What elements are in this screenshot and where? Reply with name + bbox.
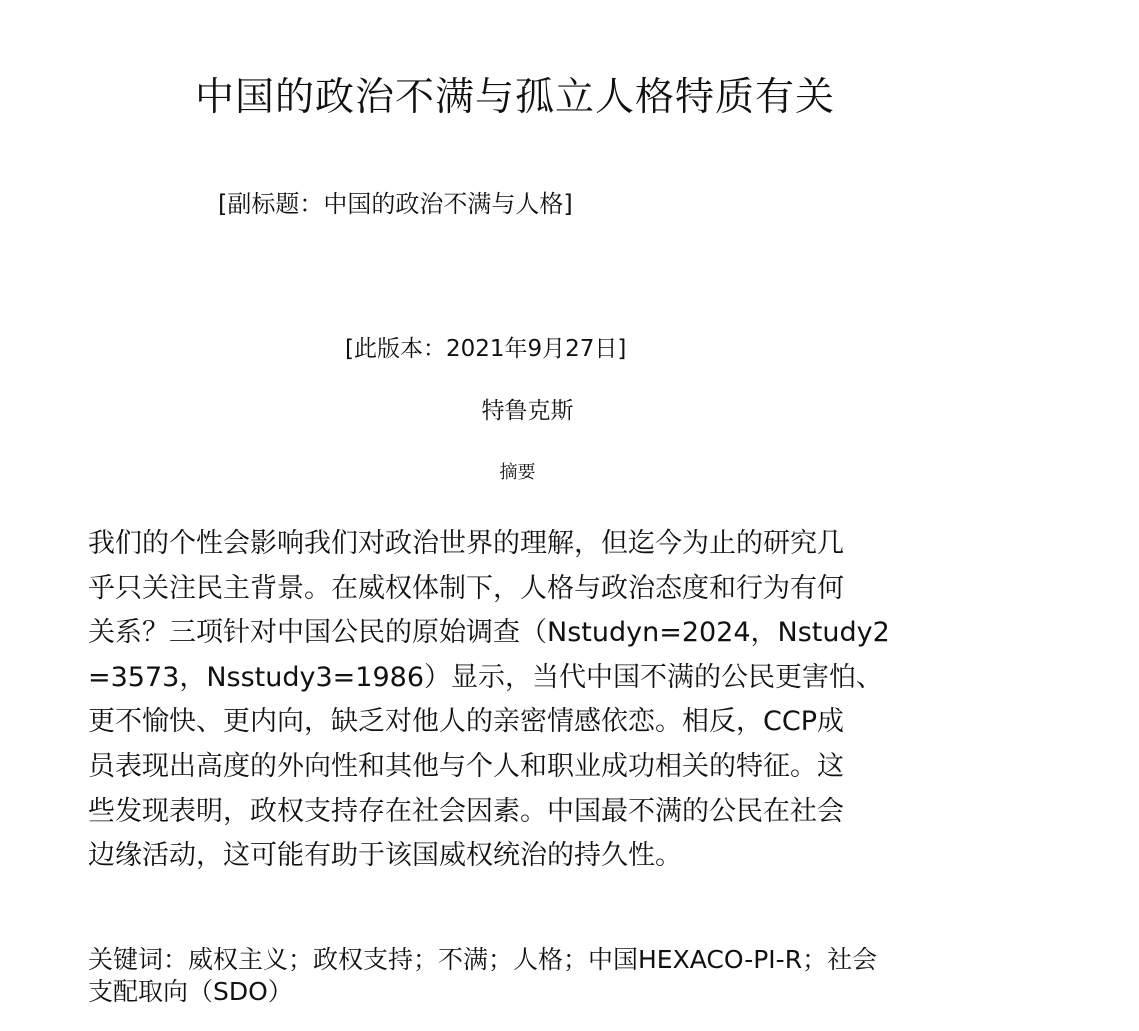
abstract-line: =3573，Nsstudy3=1986）显示，当代中国不满的公民更害怕、 — [88, 661, 883, 693]
keywords-line: 支配取向（SDO） — [88, 977, 293, 1006]
abstract-line: 更不愉快、更内向，缺乏对他人的亲密情感依恋。相反，CCP成 — [88, 706, 844, 738]
abstract-line: 边缘活动，这可能有助于该国威权统治的持久性。 — [88, 840, 682, 872]
keywords — [88, 944, 877, 1008]
abstract-line: 关系？三项针对中国公民的原始调查（Nstudyn=2024，Nstudy2 — [88, 617, 890, 649]
author-name: 特鲁克斯 — [481, 398, 574, 424]
abstract-line: 员表现出高度的外向性和其他与个人和职业成功相关的特征。这 — [88, 750, 844, 782]
abstract-heading: 摘要 — [499, 462, 536, 483]
version-date: [此版本：2021年9月27日] — [345, 336, 627, 362]
document-title: 中国的政治不满与孤立人格特质有关 — [194, 75, 835, 120]
document-subtitle: [副标题：中国的政治不满与人格] — [218, 190, 573, 218]
keywords-line: 关键词：威权主义；政权支持；不满；人格；中国HEXACO-PI-R；社会 — [88, 945, 878, 974]
abstract-line: 我们的个性会影响我们对政治世界的理解，但迄今为止的研究几 — [88, 528, 844, 559]
abstract-body — [88, 522, 890, 879]
abstract-line: 些发现表明，政权支持存在社会因素。中国最不满的公民在社会 — [88, 795, 844, 827]
abstract-line: 乎只关注民主背景。在威权体制下，人格与政治态度和行为有何 — [88, 572, 844, 604]
